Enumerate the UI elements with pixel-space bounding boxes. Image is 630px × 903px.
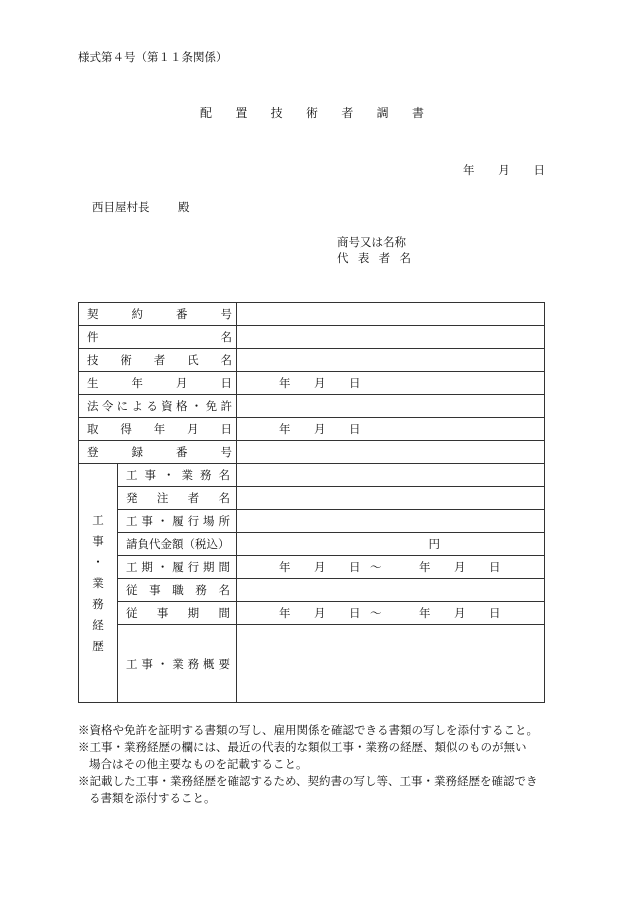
month-unit: 月 [314, 422, 326, 436]
day-unit: 日 [349, 560, 361, 574]
year-unit: 年 [419, 560, 431, 574]
acquired-date-field[interactable] [237, 418, 545, 441]
engagement-period-field[interactable] [237, 602, 545, 625]
addressee: 西目屋村長 [92, 200, 150, 214]
rep-char: 者 [378, 251, 391, 265]
orderer-label: 発 注 者 名 [118, 487, 237, 510]
month-unit: 月 [314, 376, 326, 390]
row-period [79, 556, 545, 579]
work-name-label: 工 事 ・ 業 務 名 [118, 464, 237, 487]
year-unit: 年 [279, 606, 291, 620]
date-year-unit: 年 [463, 163, 475, 177]
row-orderer [79, 487, 545, 510]
range-separator: 〜 [370, 606, 382, 620]
birth-date-label: 生 年 月 日 [79, 372, 237, 395]
year-unit: 年 [419, 606, 431, 620]
contract-number-label: 契 約 番 号 [79, 303, 237, 326]
day-unit: 日 [489, 560, 501, 574]
rep-char: 表 [357, 251, 370, 265]
note-3: ※記載した工事・業務経歴を確認するため、契約書の写し等、工事・業務経歴を確認でき [78, 774, 538, 788]
subject-label: 件 名 [79, 326, 237, 349]
notes [78, 722, 558, 807]
position-label: 従 事 職 務 名 [118, 579, 237, 602]
applicant-name-label: 商号又は名称 [337, 235, 406, 249]
row-location [79, 510, 545, 533]
row-contract-amount [79, 533, 545, 556]
date-line [463, 163, 545, 177]
contract-amount-field[interactable] [237, 533, 545, 556]
contract-number-field[interactable] [237, 303, 545, 326]
birth-date-field[interactable] [237, 372, 545, 395]
note-3-continued: る書類を添付すること。 [89, 791, 216, 805]
date-month-unit: 月 [498, 163, 510, 177]
row-summary [79, 625, 545, 703]
note-2: ※工事・業務経歴の欄には、最近の代表的な類似工事・業務の経歴、類似のものが無い [78, 740, 527, 754]
month-unit: 月 [314, 560, 326, 574]
row-registration-number [79, 441, 545, 464]
rep-char: 名 [399, 251, 411, 265]
row-qualification [79, 395, 545, 418]
day-unit: 日 [349, 376, 361, 390]
title-char: 者 [341, 106, 354, 120]
period-field[interactable] [237, 556, 545, 579]
contract-amount-label: 請負代金額（税込） [118, 533, 237, 556]
engineer-name-label: 技 術 者 氏 名 [79, 349, 237, 372]
note-2-continued: 場合はその他主要なものを記載すること。 [89, 757, 308, 771]
addressee-honorific: 殿 [178, 200, 190, 214]
day-unit: 日 [489, 606, 501, 620]
form-number: 様式第４号（第１１条関係） [78, 50, 228, 64]
month-unit: 月 [314, 606, 326, 620]
title-char: 調 [376, 106, 389, 120]
summary-field[interactable] [237, 625, 545, 703]
title-char: 置 [235, 106, 248, 120]
day-unit: 日 [349, 606, 361, 620]
orderer-field[interactable] [237, 487, 545, 510]
acquired-date-label: 取 得 年 月 日 [79, 418, 237, 441]
row-engagement-period [79, 602, 545, 625]
row-acquired-date [79, 418, 545, 441]
row-engineer-name [79, 349, 545, 372]
work-name-field[interactable] [237, 464, 545, 487]
title-char: 書 [411, 106, 424, 120]
month-unit: 月 [454, 606, 466, 620]
row-work-name [79, 464, 545, 487]
rep-char: 代 [337, 251, 349, 265]
applicant-representative-label [337, 251, 411, 265]
date-day-unit: 日 [533, 163, 545, 177]
year-unit: 年 [279, 422, 291, 436]
yen-unit: 円 [428, 537, 440, 551]
title-char: 技 [270, 106, 283, 120]
year-unit: 年 [279, 560, 291, 574]
period-label: 工 期 ・ 履 行 期 間 [118, 556, 237, 579]
qualification-field[interactable] [237, 395, 545, 418]
title-char: 配 [200, 106, 213, 120]
year-unit: 年 [279, 376, 291, 390]
subject-field[interactable] [237, 326, 545, 349]
summary-label: 工 事 ・ 業 務 概 要 [118, 625, 237, 703]
row-position [79, 579, 545, 602]
registration-number-field[interactable] [237, 441, 545, 464]
position-field[interactable] [237, 579, 545, 602]
registration-number-label: 登 録 番 号 [79, 441, 237, 464]
range-separator: 〜 [370, 560, 382, 574]
document-title [200, 106, 424, 120]
engineer-form-table [78, 302, 545, 703]
row-birth-date [79, 372, 545, 395]
row-subject [79, 326, 545, 349]
location-label: 工 事 ・ 履 行 場 所 [118, 510, 237, 533]
row-contract-number [79, 303, 545, 326]
qualification-label: 法 令 に よ る 資 格 ・ 免 許 [79, 395, 237, 418]
engineer-name-field[interactable] [237, 349, 545, 372]
location-field[interactable] [237, 510, 545, 533]
month-unit: 月 [454, 560, 466, 574]
engagement-period-label: 従 事 期 間 [118, 602, 237, 625]
work-history-section-label: 工 事 ・ 業 務 経 歴 [79, 464, 118, 703]
day-unit: 日 [349, 422, 361, 436]
note-1: ※資格や免許を証明する書類の写し、雇用関係を確認できる書類の写しを添付すること。 [78, 723, 538, 737]
title-char: 術 [305, 106, 318, 120]
